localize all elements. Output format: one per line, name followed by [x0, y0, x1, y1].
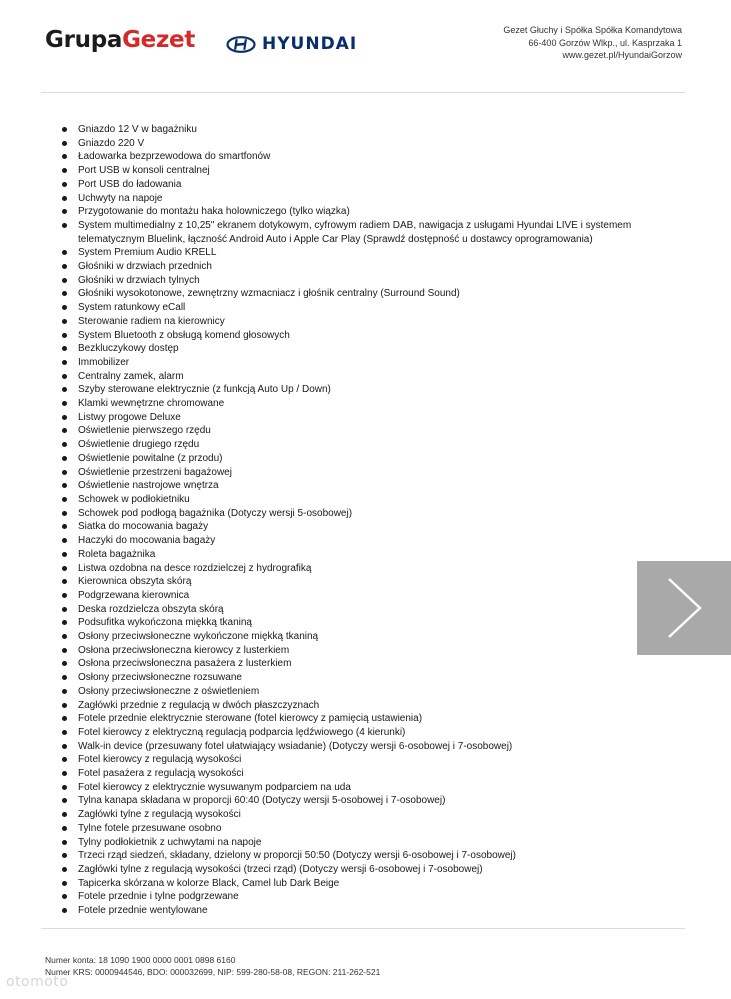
list-item: Tapicerka skórzana w kolorze Black, Camel lub Dark Beige	[62, 877, 652, 891]
hyundai-logo	[226, 34, 357, 54]
list-item: Osłony przeciwsłoneczne wykończone miękką tkaniną	[62, 630, 652, 644]
list-item: Oświetlenie nastrojowe wnętrza	[62, 479, 652, 493]
list-item: Tylne fotele przesuwane osobno	[62, 822, 652, 836]
list-item: Fotel kierowcy z elektryczną regulacją podparcia lędźwiowego (4 kierunki)	[62, 726, 652, 740]
list-item: Walk-in device (przesuwany fotel ułatwiający wsiadanie) (Dotyczy wersji 6-osobowej i 7-osobowej)	[62, 740, 652, 754]
company-street: 66-400 Gorzów Wlkp., ul. Kasprzaka 1	[528, 37, 682, 48]
list-item: Port USB w konsoli centralnej	[62, 164, 652, 178]
list-item: Tylny podłokietnik z uchwytami na napoje	[62, 836, 652, 850]
list-item: Tylna kanapa składana w proporcji 60:40 (Dotyczy wersji 5-osobowej i 7-osobowej)	[62, 794, 652, 808]
footer-divider	[41, 928, 685, 929]
list-item: Fotel kierowcy z regulacją wysokości	[62, 753, 652, 767]
list-item: Podgrzewana kierownica	[62, 589, 652, 603]
list-item: Zagłówki tylne z regulacją wysokości	[62, 808, 652, 822]
company-address	[503, 24, 682, 62]
logo-gezet-text: Gezet	[122, 27, 196, 53]
list-item: Listwa ozdobna na desce rozdzielczej z hydrografiką	[62, 562, 652, 576]
hyundai-wordmark: HYUNDAI	[262, 34, 358, 54]
list-item: Klamki wewnętrzne chromowane	[62, 397, 652, 411]
header-divider	[41, 92, 685, 93]
list-item: Osłony przeciwsłoneczne rozsuwane	[62, 671, 652, 685]
list-item: Szyby sterowane elektrycznie (z funkcją Auto Up / Down)	[62, 383, 652, 397]
list-item: Sterowanie radiem na kierownicy	[62, 315, 652, 329]
company-name: Gezet Głuchy i Spółka Spółka Komandytowa	[503, 25, 682, 35]
list-item: Głośniki w drzwiach przednich	[62, 260, 652, 274]
list-item: System Premium Audio KRELL	[62, 246, 652, 260]
list-item: Gniazdo 12 V w bagażniku	[62, 123, 652, 137]
list-item: Zagłówki tylne z regulacją wysokości (trzeci rząd) (Dotyczy wersji 6-osobowej i 7-osobowej)	[62, 863, 652, 877]
list-item: System Bluetooth z obsługą komend głosowych	[62, 329, 652, 343]
list-item: Przygotowanie do montażu haka holowniczego (tylko wiązka)	[62, 205, 652, 219]
list-item: Siatka do mocowania bagaży	[62, 520, 652, 534]
list-item: Osłony przeciwsłoneczne z oświetleniem	[62, 685, 652, 699]
list-item: Fotele przednie elektrycznie sterowane (fotel kierowcy z pamięcią ustawienia)	[62, 712, 652, 726]
list-item: Schowek w podłokietniku	[62, 493, 652, 507]
list-item: Głośniki w drzwiach tylnych	[62, 274, 652, 288]
list-item: Fotel pasażera z regulacją wysokości	[62, 767, 652, 781]
list-item: Zagłówki przednie z regulacją w dwóch płaszczyznach	[62, 699, 652, 713]
list-item: Oświetlenie pierwszego rzędu	[62, 424, 652, 438]
equipment-list	[62, 123, 652, 918]
list-item: Roleta bagażnika	[62, 548, 652, 562]
list-item: Immobilizer	[62, 356, 652, 370]
list-item: Ładowarka bezprzewodowa do smartfonów	[62, 150, 652, 164]
hyundai-emblem-icon	[226, 36, 256, 53]
list-item: Fotele przednie i tylne podgrzewane	[62, 890, 652, 904]
list-item: Gniazdo 220 V	[62, 137, 652, 151]
watermark: otomoto	[6, 974, 69, 990]
list-item: Uchwyty na napoje	[62, 192, 652, 206]
grupa-gezet-logo	[45, 27, 195, 53]
list-item: Oświetlenie powitalne (z przodu)	[62, 452, 652, 466]
next-page-button[interactable]	[637, 561, 731, 655]
list-item: Port USB do ładowania	[62, 178, 652, 192]
list-item: Listwy progowe Deluxe	[62, 411, 652, 425]
list-item: Schowek pod podłogą bagażnika (Dotyczy wersji 5-osobowej)	[62, 507, 652, 521]
list-item: System ratunkowy eCall	[62, 301, 652, 315]
chevron-right-icon	[664, 576, 704, 640]
list-item: Deska rozdzielcza obszyta skórą	[62, 603, 652, 617]
list-item: Głośniki wysokotonowe, zewnętrzny wzmacniacz i głośnik centralny (Surround Sound)	[62, 287, 652, 301]
list-item: System multimedialny z 10,25" ekranem dotykowym, cyfrowym radiem DAB, nawigacja z usługami Hyundai LIVE i systemem telematycznym Bluelink, łączność Android Auto i Apple Car Play (Sprawdź dostępność u dostawcy oprogramowania)	[62, 219, 652, 246]
list-item: Kierownica obszyta skórą	[62, 575, 652, 589]
list-item: Oświetlenie przestrzeni bagażowej	[62, 466, 652, 480]
logo-grupa-text: Grupa	[45, 27, 123, 53]
list-item: Bezkluczykowy dostęp	[62, 342, 652, 356]
list-item: Fotele przednie wentylowane	[62, 904, 652, 918]
list-item: Fotel kierowcy z elektrycznie wysuwanym podparciem na uda	[62, 781, 652, 795]
bank-account: Numer konta: 18 1090 1900 0000 0001 0898 6160	[45, 955, 236, 965]
list-item: Trzeci rząd siedzeń, składany, dzielony w proporcji 50:50 (Dotyczy wersji 6-osobowej i 7-osobowej)	[62, 849, 652, 863]
list-item: Centralny zamek, alarm	[62, 370, 652, 384]
list-item: Haczyki do mocowania bagaży	[62, 534, 652, 548]
company-website: www.gezet.pl/HyundaiGorzow	[562, 50, 682, 60]
list-item: Podsufitka wykończona miękką tkaniną	[62, 616, 652, 630]
list-item: Osłona przeciwsłoneczna pasażera z lusterkiem	[62, 657, 652, 671]
list-item: Oświetlenie drugiego rzędu	[62, 438, 652, 452]
company-registry: Numer KRS: 0000944546, BDO: 000032699, NIP: 599-280-58-08, REGON: 211-262-521	[45, 967, 381, 977]
list-item: Osłona przeciwsłoneczna kierowcy z lusterkiem	[62, 644, 652, 658]
footer	[45, 954, 380, 978]
